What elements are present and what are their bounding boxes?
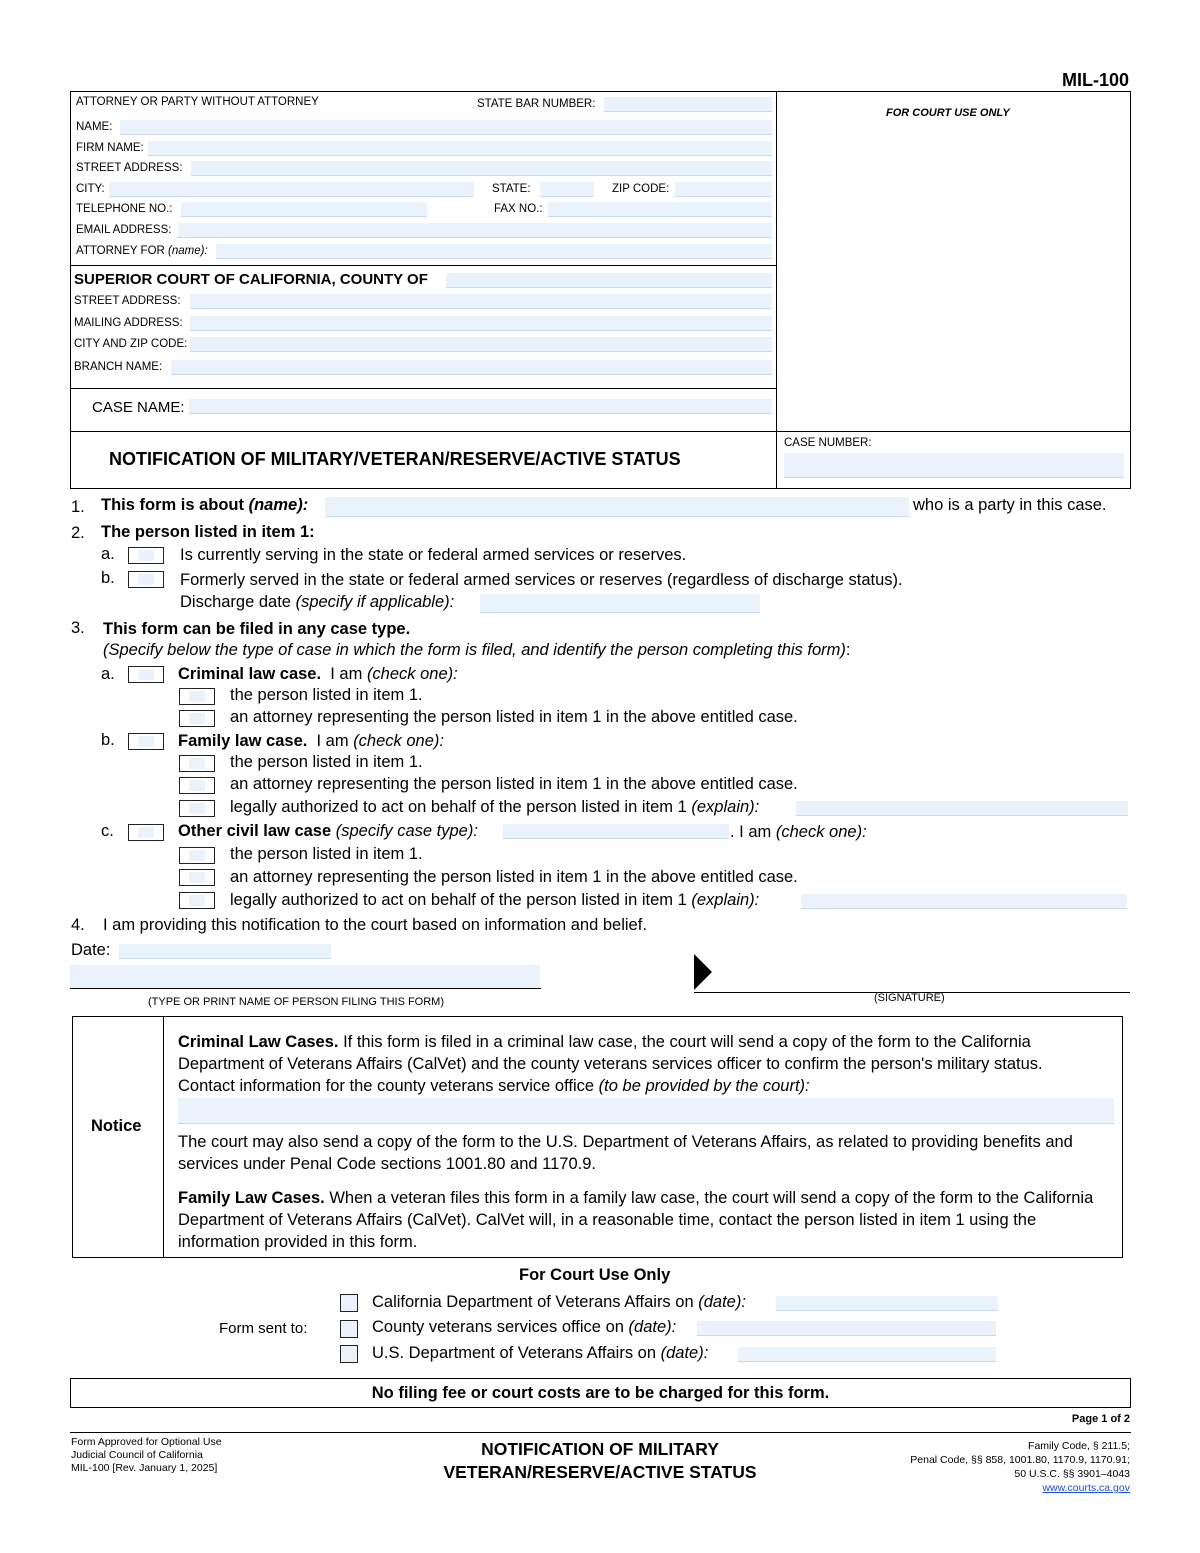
name-label: NAME:	[76, 121, 113, 133]
county-office-checkbox[interactable]	[340, 1320, 358, 1338]
city-label: CITY:	[76, 183, 105, 195]
item3a-person-text: the person listed in item 1.	[230, 686, 423, 704]
item2b-letter: b.	[101, 569, 115, 587]
court-mailing-label: MAILING ADDRESS:	[74, 317, 183, 329]
court-street-label: STREET ADDRESS:	[74, 295, 181, 307]
item3b-legal-checkbox[interactable]	[179, 800, 215, 817]
notice-family: Family Law Cases. When a veteran files this form in a family law case, the court will send a copy of the form to the California Department of Veterans Affairs (CalVet). CalVet will, in a reasonable time, contact the person listed in item 1 using the information provided in this form.	[178, 1189, 1094, 1251]
fax-label: FAX NO.:	[494, 203, 543, 215]
item2a-letter: a.	[101, 545, 115, 563]
item2-label: The person listed in item 1:	[101, 523, 315, 541]
print-name-label: (TYPE OR PRINT NAME OF PERSON FILING THIS FORM)	[148, 996, 445, 1008]
attorney-label: ATTORNEY OR PARTY WITHOUT ATTORNEY	[76, 96, 319, 108]
item3c-attorney-text: an attorney representing the person listed in item 1 in the above entitled case.	[230, 868, 798, 886]
item3b-explain-field[interactable]	[796, 801, 1128, 816]
notice-criminal: Criminal Law Cases. If this form is filed in a criminal law case, the court will send a copy of the form to the California Department of Veterans Affairs (CalVet) and the county veterans services officer to confirm the person's military status.	[178, 1033, 1043, 1073]
item3b-letter: b.	[101, 731, 115, 749]
item4-number: 4.	[71, 916, 85, 934]
case-number-field[interactable]	[784, 453, 1124, 478]
item2b-checkbox[interactable]	[128, 571, 164, 588]
footer-right: Family Code, § 211.5; Penal Code, §§ 858, 1001.80, 1170.9, 1170.91; 50 U.S.C. §§ 3901–4043 www.courts.ca.gov	[910, 1440, 1130, 1494]
item2a-text: Is currently serving in the state or federal armed services or reserves.	[180, 546, 687, 564]
us-va-label: U.S. Department of Veterans Affairs on (date):	[372, 1344, 709, 1362]
case-name-field[interactable]	[189, 399, 772, 414]
firm-field[interactable]	[148, 141, 772, 156]
name-field[interactable]	[120, 120, 772, 135]
court-use-label: FOR COURT USE ONLY	[886, 107, 1010, 119]
courts-website-link[interactable]: www.courts.ca.gov	[1042, 1482, 1130, 1494]
phone-label: TELEPHONE NO.:	[76, 203, 173, 215]
item2b-text: Formerly served in the state or federal armed services or reserves (regardless of discharge status).	[180, 571, 903, 589]
court-mailing-field[interactable]	[190, 316, 772, 331]
notice-contact: Contact information for the county veterans service office (to be provided by the court):	[178, 1077, 810, 1095]
item3a-checkbox[interactable]	[128, 666, 164, 683]
footer-left: Form Approved for Optional Use Judicial Council of California MIL-100 [Rev. January 1, 2025]	[71, 1436, 222, 1474]
form-sent-to-label: Form sent to:	[219, 1320, 308, 1337]
date-field[interactable]	[119, 944, 331, 959]
street-field[interactable]	[191, 161, 772, 176]
firm-label: FIRM NAME:	[76, 142, 144, 154]
county-field[interactable]	[446, 273, 772, 288]
county-office-contact-field[interactable]	[178, 1098, 1114, 1124]
court-branch-label: BRANCH NAME:	[74, 361, 163, 373]
item3b-checkbox[interactable]	[128, 733, 164, 750]
street-label: STREET ADDRESS:	[76, 162, 183, 174]
item3-number: 3.	[71, 619, 85, 637]
calvet-label: California Department of Veterans Affairs on (date):	[372, 1293, 746, 1311]
footer-title: NOTIFICATION OF MILITARY VETERAN/RESERVE/ACTIVE STATUS	[443, 1439, 757, 1482]
case-name-label: CASE NAME:	[92, 399, 185, 416]
state-label: STATE:	[492, 183, 531, 195]
item3c-legal-checkbox[interactable]	[179, 892, 215, 909]
state-bar-label: STATE BAR NUMBER:	[477, 98, 596, 110]
calvet-checkbox[interactable]	[340, 1294, 358, 1312]
item3-label: This form can be filed in any case type.	[103, 620, 411, 638]
item4-text: I am providing this notification to the court based on information and belief.	[103, 916, 647, 934]
case-number-label: CASE NUMBER:	[784, 437, 872, 449]
item3a-attorney-checkbox[interactable]	[179, 710, 215, 727]
item3c-letter: c.	[101, 822, 114, 840]
item2-number: 2.	[71, 524, 85, 542]
attorney-for-field[interactable]	[216, 244, 772, 259]
email-label: EMAIL ADDRESS:	[76, 224, 172, 236]
item3b-attorney-checkbox[interactable]	[179, 777, 215, 794]
item3b-legal-text: legally authorized to act on behalf of the person listed in item 1 (explain):	[230, 798, 760, 816]
item3c-legal-text: legally authorized to act on behalf of the person listed in item 1 (explain):	[230, 891, 760, 909]
signature-label: (SIGNATURE)	[874, 992, 945, 1004]
form-title: NOTIFICATION OF MILITARY/VETERAN/RESERVE/ACTIVE STATUS	[109, 449, 681, 469]
court-title: SUPERIOR COURT OF CALIFORNIA, COUNTY OF	[74, 271, 428, 288]
item3b-label: Family law case. I am (check one):	[178, 732, 444, 750]
signature-arrow-icon	[694, 954, 714, 990]
state-field[interactable]	[540, 182, 594, 197]
court-city-zip-label: CITY AND ZIP CODE:	[74, 338, 188, 350]
item1-label: This form is about (name):	[101, 496, 309, 514]
date-label: Date:	[71, 941, 111, 959]
fax-field[interactable]	[548, 202, 772, 217]
court-use-title: For Court Use Only	[519, 1266, 671, 1284]
attorney-for-label: ATTORNEY FOR (name):	[76, 245, 208, 257]
court-street-field[interactable]	[190, 294, 772, 309]
county-office-date-field[interactable]	[697, 1321, 996, 1336]
calvet-date-field[interactable]	[776, 1296, 998, 1311]
item1-tail: who is a party in this case.	[913, 496, 1107, 514]
zip-field[interactable]	[675, 182, 772, 197]
item3c-checkbox[interactable]	[128, 824, 164, 841]
court-city-zip-field[interactable]	[190, 337, 772, 352]
item3b-person-text: the person listed in item 1.	[230, 753, 423, 771]
state-bar-field[interactable]	[604, 97, 772, 112]
print-name-field[interactable]	[70, 965, 540, 989]
county-office-label: County veterans services office on (date):	[372, 1318, 677, 1336]
notice-us: The court may also send a copy of the form to the U.S. Department of Veterans Affairs, as related to providing benefits and services under Penal Code sections 1001.80 and 1170.9.	[178, 1133, 1073, 1173]
city-field[interactable]	[109, 182, 474, 197]
item3a-person-checkbox[interactable]	[179, 688, 215, 705]
phone-field[interactable]	[181, 202, 427, 217]
discharge-date-field[interactable]	[480, 594, 760, 613]
item3b-person-checkbox[interactable]	[179, 755, 215, 772]
item3a-attorney-text: an attorney representing the person listed in item 1 in the above entitled case.	[230, 708, 798, 726]
item3c-explain-field[interactable]	[801, 894, 1127, 909]
item3c-case-type-field[interactable]	[503, 824, 729, 839]
item3a-letter: a.	[101, 665, 115, 683]
item3-sub: (Specify below the type of case in which the form is filed, and identify the person completing this form):	[103, 641, 851, 659]
notice-label: Notice	[91, 1117, 142, 1135]
item3c-label: Other civil law case (specify case type):	[178, 822, 478, 840]
no-fee-text: No filing fee or court costs are to be charged for this form.	[371, 1384, 830, 1402]
us-va-checkbox[interactable]	[340, 1345, 358, 1363]
item2a-checkbox[interactable]	[128, 547, 164, 564]
item3a-label: Criminal law case. I am (check one):	[178, 665, 458, 683]
court-branch-field[interactable]	[171, 360, 772, 375]
item3c-person-checkbox[interactable]	[179, 847, 215, 864]
us-va-date-field[interactable]	[738, 1347, 996, 1362]
discharge-label: Discharge date (specify if applicable):	[180, 593, 455, 611]
item1-name-field[interactable]	[325, 497, 909, 517]
email-field[interactable]	[178, 223, 772, 238]
item3c-iam: . I am (check one):	[730, 823, 867, 841]
item3c-attorney-checkbox[interactable]	[179, 869, 215, 886]
item1-number: 1.	[71, 498, 85, 516]
page-number: Page 1 of 2	[1071, 1413, 1130, 1425]
form-id: MIL-100	[1061, 70, 1129, 90]
zip-label: ZIP CODE:	[612, 183, 670, 195]
item3b-attorney-text: an attorney representing the person listed in item 1 in the above entitled case.	[230, 775, 798, 793]
item3c-person-text: the person listed in item 1.	[230, 845, 423, 863]
